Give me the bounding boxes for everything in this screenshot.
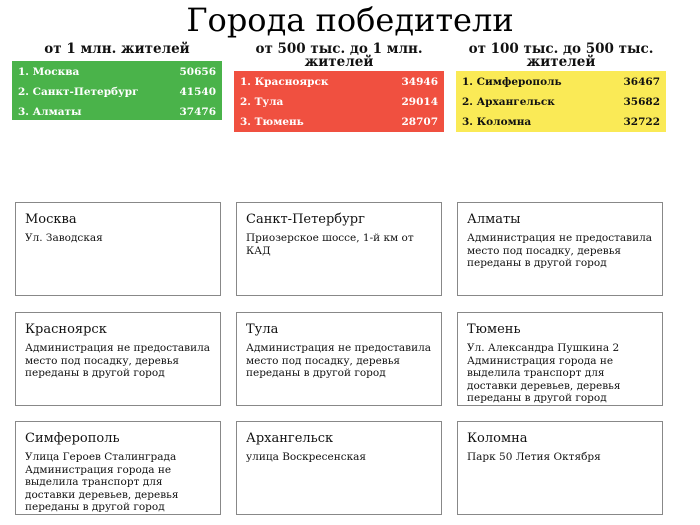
- city-card-krasnoyarsk: [15, 312, 221, 406]
- ranking-row: [462, 72, 660, 92]
- card-city-name: Коломна: [467, 431, 528, 446]
- city-card-tyumen: [457, 312, 663, 406]
- ranking-row: [240, 92, 438, 112]
- ranking-city: 3. Коломна: [462, 116, 532, 128]
- card-city-name: Симферополь: [25, 431, 120, 446]
- ranking-table: [12, 61, 222, 120]
- card-city-name: Тула: [246, 322, 279, 337]
- ranking-city: 1. Красноярск: [240, 76, 329, 88]
- category-medium-cities: [234, 41, 444, 128]
- city-card-spb: [236, 202, 442, 296]
- ranking-row: [18, 102, 216, 122]
- card-city-name: Алматы: [467, 212, 521, 227]
- card-description: Улица Героев Сталинграда Администрация города не выделила транспорт для доставки деревьев, деревья переданы в другой город: [25, 451, 179, 513]
- ranking-table: [456, 71, 666, 132]
- ranking-score: 28707: [401, 116, 438, 128]
- ranking-city: 1. Симферополь: [462, 76, 562, 88]
- ranking-city: 2. Санкт-Петербург: [18, 86, 139, 98]
- ranking-row: [240, 112, 438, 132]
- ranking-row: [18, 62, 216, 82]
- ranking-score: 35682: [623, 96, 660, 108]
- ranking-city: 2. Архангельск: [462, 96, 555, 108]
- category-heading: от 500 тыс. до 1 млн. жителей: [255, 41, 423, 70]
- card-description: Ул. Заводская: [25, 232, 103, 244]
- ranking-row: [462, 112, 660, 132]
- category-heading: от 1 млн. жителей: [44, 41, 190, 57]
- city-card-tula: [236, 312, 442, 406]
- card-city-name: Тюмень: [467, 322, 521, 337]
- city-card-simferopol: [15, 421, 221, 515]
- ranking-row: [462, 92, 660, 112]
- card-description: Парк 50 Летия Октября: [467, 451, 601, 463]
- ranking-score: 29014: [401, 96, 438, 108]
- ranking-score: 34946: [401, 76, 438, 88]
- ranking-table: [234, 71, 444, 132]
- ranking-city: 2. Тула: [240, 96, 284, 108]
- page-title: Города победители: [186, 1, 514, 39]
- card-description: Ул. Александра Пушкина 2 Администрация города не выделила транспорт для доставки деревьев, деревья переданы в другой город: [467, 342, 621, 404]
- ranking-city: 1. Москва: [18, 66, 80, 78]
- city-card-kolomna: [457, 421, 663, 515]
- ranking-city: 3. Алматы: [18, 106, 82, 118]
- ranking-score: 37476: [179, 106, 216, 118]
- ranking-score: 36467: [623, 76, 660, 88]
- ranking-row: [18, 82, 216, 102]
- category-small-cities: [456, 41, 666, 128]
- ranking-city: 3. Тюмень: [240, 116, 304, 128]
- ranking-score: 41540: [179, 86, 216, 98]
- city-card-moscow: [15, 202, 221, 296]
- card-city-name: Архангельск: [246, 431, 334, 446]
- city-card-almaty: [457, 202, 663, 296]
- card-city-name: Красноярск: [25, 322, 107, 337]
- card-description: Администрация не предоставила место под посадку, деревья переданы в другой город: [246, 342, 432, 379]
- ranking-score: 50656: [179, 66, 216, 78]
- card-city-name: Москва: [25, 212, 77, 227]
- card-description: улица Воскресенская: [246, 451, 367, 463]
- city-card-arkhangelsk: [236, 421, 442, 515]
- card-city-name: Санкт-Петербург: [246, 212, 365, 227]
- category-large-cities: [12, 41, 222, 118]
- ranking-score: 32722: [623, 116, 660, 128]
- category-heading: от 100 тыс. до 500 тыс. жителей: [468, 41, 654, 70]
- card-description: Администрация не предоставила место под посадку, деревья переданы в другой город: [25, 342, 211, 379]
- ranking-row: [240, 72, 438, 92]
- card-description: Приозерское шоссе, 1-й км от КАД: [246, 232, 414, 257]
- card-description: Администрация не предоставила место под посадку, деревья переданы в другой город: [467, 232, 653, 269]
